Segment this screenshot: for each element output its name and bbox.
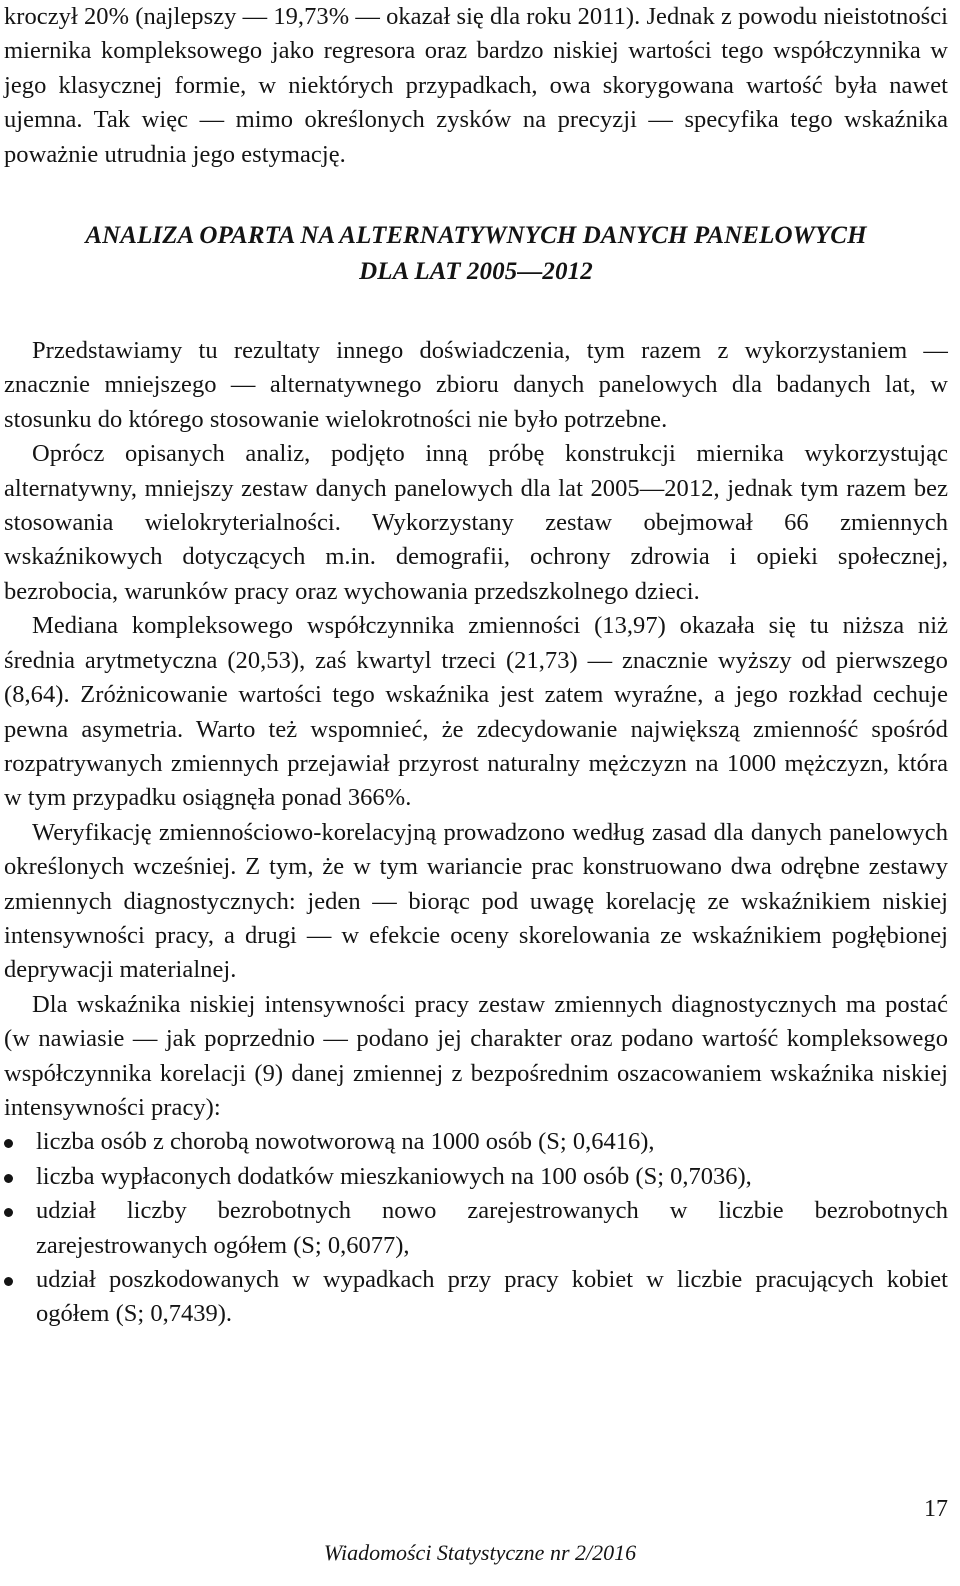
list-item bbox=[4, 1160, 948, 1194]
list-item bbox=[4, 1194, 948, 1263]
document-page bbox=[4, 0, 948, 1332]
page-number: 17 bbox=[924, 1496, 948, 1522]
section-heading-line-2: DLA LAT 2005—2012 bbox=[359, 258, 593, 286]
list-item-text: udział poszkodowanych w wypadkach przy pracy kobiet w liczbie pracujących kobiet ogółem (S; 0,7439). bbox=[36, 1266, 948, 1328]
bullet-icon bbox=[4, 1208, 13, 1217]
bullet-icon bbox=[4, 1139, 13, 1148]
paragraph: Weryfikację zmiennościowo-korelacyjną prowadzono według zasad dla danych panelowych określonych wcześniej. Z tym, że w tym wariancie prac konstruowano dwa odrębne zestawy zmiennych diagnostycznych: jeden — biorąc pod uwagę korelację ze wskaźnikiem niskiej intensywności pracy, a drugi — w efekcie oceny skorelowania ze wskaźnikiem pogłębionej deprywacji materialnej. bbox=[4, 818, 948, 984]
paragraph-continued: kroczył 20% (najlepszy — 19,73% — okazał się dla roku 2011). Jednak z powodu nieistotności miernika kompleksowego jako regresora oraz bardzo niskiej wartości tego współczynnika w jego klasycznej formie, w niektórych przypadkach, owa skorygowana wartość była nawet ujemna. Tak więc — mimo określonych zysków na precyzji — specyfika tego wskaźnika poważnie utrudnia jego estymację. bbox=[4, 3, 948, 168]
list-item-text: liczba osób z chorobą nowotworową na 1000 osób (S; 0,6416), bbox=[36, 1128, 655, 1156]
list-item-text: liczba wypłaconych dodatków mieszkaniowych na 100 osób (S; 0,7036), bbox=[36, 1162, 752, 1190]
bullet-icon bbox=[4, 1174, 13, 1183]
section-heading bbox=[4, 218, 948, 290]
journal-footer: Wiadomości Statystyczne nr 2/2016 bbox=[323, 1540, 637, 1565]
spacer bbox=[4, 290, 948, 334]
variable-list bbox=[4, 1125, 948, 1331]
section-heading-line-1: ANALIZA OPARTA NA ALTERNATYWNYCH DANYCH PANELOWYCH bbox=[85, 222, 867, 250]
paragraph: Mediana kompleksowego współczynnika zmienności (13,97) okazała się tu niższa niż średnia arytmetyczna (20,53), zaś kwartyl trzeci (21,73) — znacznie wyższy od pierwszego (8,64). Zróżnicowanie wartości tego wskaźnika jest zatem wyraźne, a jego rozkład cechuje pewna asymetria. Warto też wspomnieć, że zdecydowanie największą zmienność spośród rozpatrywanych zmiennych przejawiał przyrost naturalny mężczyzn na 1000 mężczyzn, która w tym przypadku osiągnęła ponad 366%. bbox=[4, 612, 948, 812]
paragraph: Przedstawiamy tu rezultaty innego doświadczenia, tym razem z wykorzystaniem — znacznie mniejszego — alternatywnego zbioru danych panelowych dla badanych lat, w stosunku do którego stosowanie wielokrotności nie było potrzebne. bbox=[4, 337, 948, 433]
bullet-icon bbox=[4, 1277, 13, 1286]
list-item-text: udział liczby bezrobotnych nowo zarejestrowanych w liczbie bezrobotnych zarejestrowanych ogółem (S; 0,6077), bbox=[36, 1197, 948, 1259]
list-item bbox=[4, 1263, 948, 1332]
list-item bbox=[4, 1125, 948, 1159]
paragraph: Oprócz opisanych analiz, podjęto inną próbę konstrukcji miernika wykorzystując alternatywny, mniejszy zestaw danych panelowych dla lat 2005—2012, jednak tym razem bez stosowania wielokryterialności. Wykorzystany zestaw obejmował 66 zmiennych wskaźnikowych dotyczących m.in. demografii, ochrony zdrowia i opieki społecznej, bezrobocia, warunków pracy oraz wychowania przedszkolnego dzieci. bbox=[4, 440, 948, 605]
paragraph: Dla wskaźnika niskiej intensywności pracy zestaw zmiennych diagnostycznych ma postać (w nawiasie — jak poprzednio — podano jej charakter oraz podano wartość kompleksowego współczynnika korelacji (9) danej zmiennej z bezpośrednim oszacowaniem wskaźnika niskiej intensywności pracy): bbox=[4, 990, 948, 1121]
